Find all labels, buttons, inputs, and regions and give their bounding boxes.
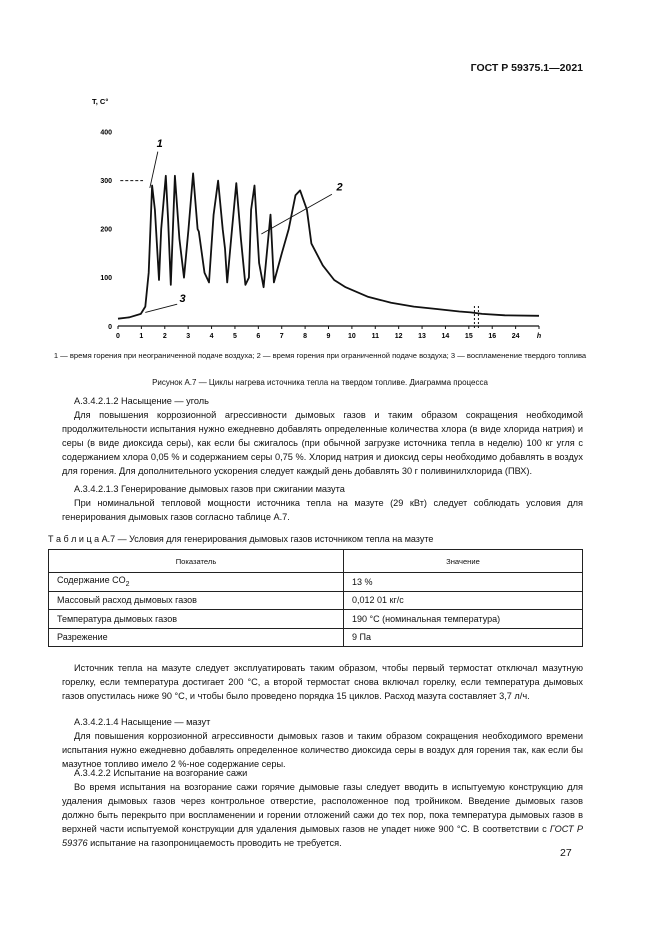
paragraph-fuel-oil-saturation: Для повышения коррозионной агрессивности дымовых газов и таким образом сокращения необходимого времени испытания нужно ежедневно добавлять определенное количество диоксида серы в воздух для горения так, как если бы мазутное топливо имело 2 %-ное содержание серы. xyxy=(62,731,583,769)
annotation-leader-2 xyxy=(261,194,332,234)
y-tick-label: 400 xyxy=(100,129,112,137)
table-cell-value: 13 % xyxy=(344,573,583,592)
x-tick-label: 3 xyxy=(186,333,191,340)
paragraph-fuel-oil-operation: Источник тепла на мазуте следует эксплуатировать таким образом, чтобы первый термостат отключал мазутную горелку, если температура достигает 200 °С, а второй термостат снова включал горелку, если температура дымовых газов опустилась ниже 90 °С, и чтобы было проведено порядка 15 циклов. Расход мазута составляет 3,7 л/ч. xyxy=(62,663,583,701)
x-tick-label: 12 xyxy=(394,333,403,340)
chart-axes xyxy=(92,97,539,330)
annotation-label-2: 2 xyxy=(336,181,343,194)
y-tick-label: 300 xyxy=(100,178,112,186)
page-number: 27 xyxy=(560,847,572,859)
table-cell-value: 9 Па xyxy=(344,628,583,647)
table-cell-parameter: Разрежение xyxy=(49,628,344,647)
table-row xyxy=(49,591,583,610)
x-tick-label: 7 xyxy=(279,333,284,340)
paragraph-soot-fire-test xyxy=(62,780,583,850)
standard-reference: ГОСТ Р 59376 xyxy=(62,824,584,848)
x-tick-label: 10 xyxy=(347,333,356,340)
document-code: ГОСТ Р 59375.1—2021 xyxy=(470,62,583,74)
chart-ticks xyxy=(100,130,541,340)
x-tick-label: 8 xyxy=(303,333,308,340)
table-cell-value: 190 °С (номинальная температура) xyxy=(344,610,583,629)
table-caption-prefix: Т а б л и ц а xyxy=(48,534,100,544)
table-header-row xyxy=(49,550,583,573)
x-tick-label: 4 xyxy=(209,333,214,340)
soot-text-a: Во время испытания на возгорание сажи горячие дымовые газы следует вводить в испытуемую конструкцию для удаления дымовых газов через контрольное отверстие, расположенное под тройником. Введение дымовых газов должно быть перекрыто при воспламенении и горении отложений сажи до тех пор, пока температура дымовых газов в верхней части испытуемой конструкции для удаления дымовых газов не упадет ниже 900 °С. В соответствии с xyxy=(62,782,583,834)
x-tick-label: 13 xyxy=(418,333,426,340)
table-cell-value: 0,012 01 кг/с xyxy=(344,591,583,610)
section-a34213-heading: А.3.4.2.1.3 Генерирование дымовых газов при сжигании мазута xyxy=(74,484,345,494)
chart-annotations xyxy=(145,138,342,313)
figure-legend: 1 — время горения при неограниченной подаче воздуха; 2 — время горения при ограниченной подаче воздуха; 3 — воспламенение твердого топлива xyxy=(53,351,587,360)
x-tick-label: 6 xyxy=(256,333,261,340)
table-cell-parameter: Температура дымовых газов xyxy=(49,610,344,629)
x-tick-label: 16 xyxy=(488,333,497,340)
x-tick-label: 2 xyxy=(162,333,167,340)
conditions-table xyxy=(48,549,583,647)
annotation-label-3: 3 xyxy=(179,292,186,305)
table-cell-parameter xyxy=(49,573,344,592)
annotation-label-1: 1 xyxy=(156,137,163,150)
table-cell-parameter: Массовый расход дымовых газов xyxy=(49,591,344,610)
x-tick-label: 15 xyxy=(464,333,473,340)
x-tick-label: 24 xyxy=(511,333,520,340)
section-a34214-heading: А.3.4.2.1.4 Насыщение — мазут xyxy=(74,717,211,727)
table-caption xyxy=(48,534,433,544)
y-tick-label: 200 xyxy=(100,226,112,234)
table-row xyxy=(49,628,583,647)
co2-label: Содержание CO xyxy=(57,575,126,586)
table-row xyxy=(49,573,583,592)
co2-subscript: 2 xyxy=(125,581,130,589)
x-tick-label: h xyxy=(536,333,542,340)
paragraph-coal-saturation: Для повышения коррозионной агрессивности дымовых газов и таким образом сокращения необходимой продолжительности испытания нужно ежедневно добавлять определенные количества хлора (в виде хлорида натрия) и серы (в виде диоксида серы), как если бы сжигалось (при обычной загрузке источника тепла в неделю) 100 кг угля с содержанием хлора 0,05 % и содержанием серы 0,75 %. Хлорид натрия и диоксид серы необходимо добавлять в воздух для горения. Для дополнительного ускорения следует каждый день добавлять 30 г поливинилхлорида (ПВХ). xyxy=(62,410,583,476)
table-row xyxy=(49,610,583,629)
annotation-leader-3 xyxy=(145,304,177,312)
paragraph-fuel-oil-conditions: При номинальной тепловой мощности источника тепла на мазуте (29 кВт) следует соблюдать условия для генерирования дымовых газов согласно таблице А.7. xyxy=(62,498,583,522)
x-tick-label: 14 xyxy=(441,333,450,340)
table-header-value: Значение xyxy=(344,550,583,573)
table-header-parameter: Показатель xyxy=(49,550,344,573)
y-axis-label: T, C° xyxy=(92,97,109,106)
section-a3422-heading: А.3.4.2.2 Испытание на возгорание сажи xyxy=(74,768,248,778)
x-tick-label: 5 xyxy=(232,333,237,340)
figure-caption: Рисунок А.7 — Циклы нагрева источника тепла на твердом топливе. Диаграмма процесса xyxy=(152,378,488,387)
y-tick-label: 100 xyxy=(100,275,112,283)
x-tick-label: 0 xyxy=(116,333,120,340)
section-a34212-heading: А.3.4.2.1.2 Насыщение — уголь xyxy=(74,396,209,406)
process-diagram-chart xyxy=(80,88,560,350)
x-tick-label: 9 xyxy=(326,333,331,340)
x-tick-label: 1 xyxy=(139,333,144,340)
annotation-leader-1 xyxy=(150,152,158,188)
y-tick-label-zero: 0 xyxy=(108,324,112,331)
table-caption-text: А.7 — Условия для генерирования дымовых газов источником тепла на мазуте xyxy=(101,534,434,544)
x-tick-label: 11 xyxy=(371,333,379,340)
soot-text-b: испытание на газопроницаемость проводить не требуется. xyxy=(87,838,342,848)
